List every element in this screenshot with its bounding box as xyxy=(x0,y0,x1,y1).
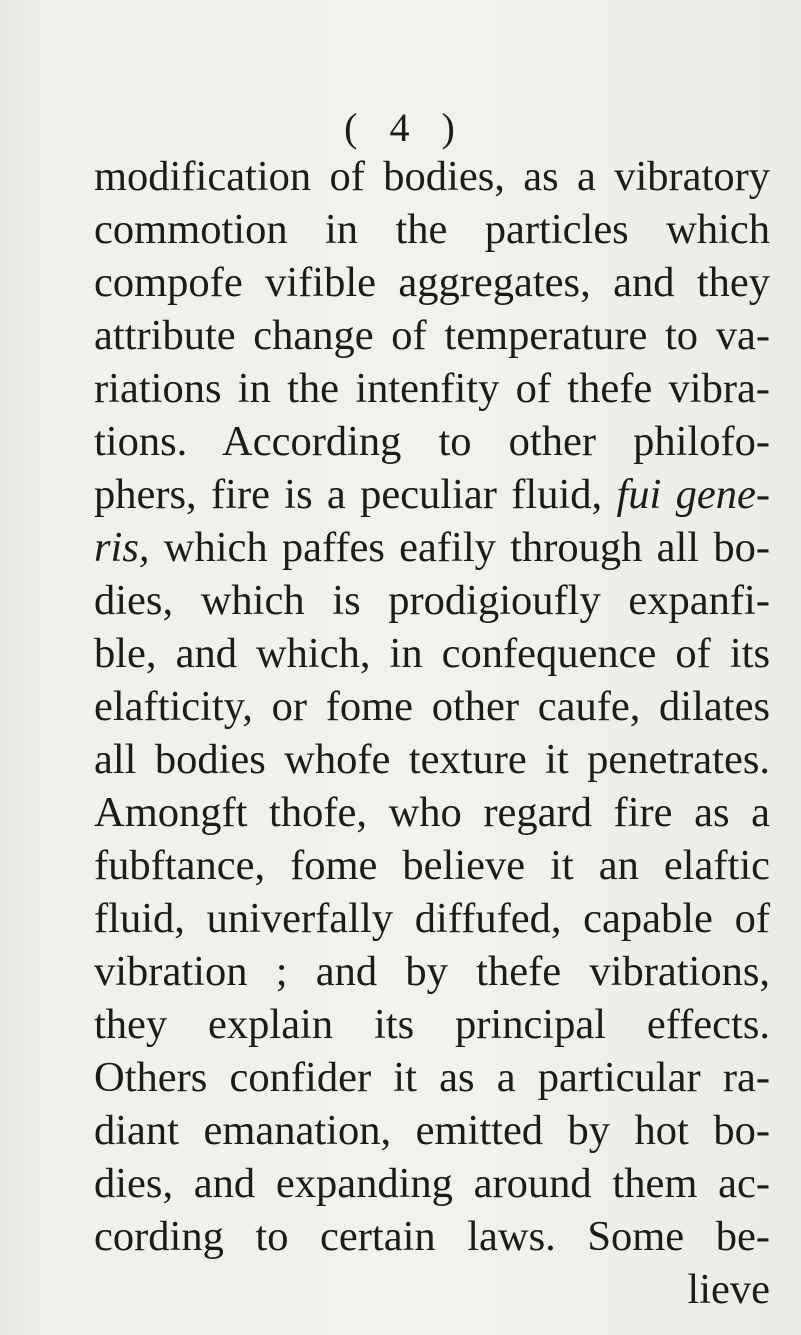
text-line-6: tions. According to other philofo- xyxy=(94,418,770,465)
page-number: 4 xyxy=(389,105,412,150)
page-header xyxy=(0,105,801,150)
text-line-10: ble, and which, in confequence of its xyxy=(94,630,770,677)
header-open-paren: ( xyxy=(344,105,360,150)
text-line-12: all bodies whofe texture it penetrates. xyxy=(94,736,770,783)
text-line-14: fubftance, fome believe it an elaftic xyxy=(94,842,770,889)
text-line-20: dies, and expanding around them ac- xyxy=(94,1160,770,1207)
text-line-1: modification of bodies, as a vibratory xyxy=(94,153,770,200)
text-line-8-roman: which paffes eafily through all bo- xyxy=(163,524,770,571)
catchword: lieve xyxy=(687,1266,770,1313)
header-close-paren: ) xyxy=(441,105,457,150)
text-line-18: Others confider it as a particular ra- xyxy=(94,1054,770,1101)
text-line-11: elafticity, or fome other caufe, dilates xyxy=(94,683,770,730)
text-line-7 xyxy=(94,468,770,521)
text-line-19: diant emanation, emitted by hot bo- xyxy=(94,1107,770,1154)
text-line-17: they explain its principal effects. xyxy=(94,1001,770,1048)
text-line-8 xyxy=(94,521,770,574)
text-line-13: Amongft thofe, who regard fire as a xyxy=(94,789,770,836)
latin-phrase-start: fui gene- xyxy=(616,471,771,518)
text-line-7-roman: phers, fire is a peculiar fluid, xyxy=(94,471,603,518)
text-line-21: cording to certain laws. Some be- xyxy=(94,1213,770,1260)
text-line-5: riations in the intenfity of thefe vibra- xyxy=(94,365,770,412)
text-line-15: fluid, univerfally diffufed, capable of xyxy=(94,895,770,942)
text-line-9: dies, which is prodigioufly expanfi- xyxy=(94,577,770,624)
text-line-2: commotion in the particles which xyxy=(94,206,770,253)
text-line-3: compofe vifible aggregates, and they xyxy=(94,259,770,306)
latin-phrase-end: ris, xyxy=(94,524,150,571)
text-line-16: vibration ; and by thefe vibrations, xyxy=(94,948,770,995)
text-line-4: attribute change of temperature to va- xyxy=(94,312,770,359)
body-text xyxy=(94,150,770,1316)
